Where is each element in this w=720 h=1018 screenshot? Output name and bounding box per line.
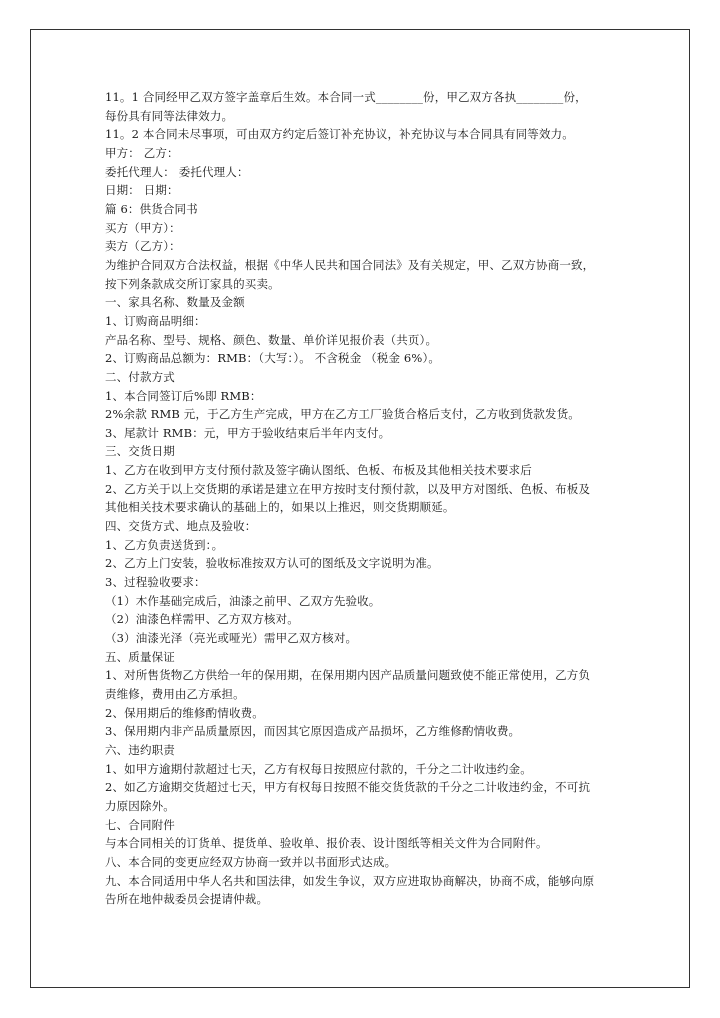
text-line: 买方（甲方）： bbox=[105, 220, 181, 235]
text-line: 1、订购商品明细： bbox=[105, 313, 206, 328]
text-line: 委托代理人： 委托代理人： bbox=[105, 164, 249, 179]
text-line: 1、乙方负责送货到：。 bbox=[105, 537, 224, 552]
text-line: 九、本合同适用中华人名共和国法律，如发生争议，双方应进取协商解决，协商不成，能够向原 bbox=[105, 873, 595, 888]
text-line: 产品名称、型号、规格、颜色、数量、单价详见报价表（共页）。 bbox=[105, 332, 438, 347]
text-line: 日期： 日期： bbox=[105, 183, 179, 198]
text-line: 卖方（乙方）： bbox=[105, 239, 181, 254]
text-line: 为维护合同双方合法权益，根据《中华人民共和国合同法》及有关规定，甲、乙双方协商一致， bbox=[105, 257, 595, 272]
text-line: 11。1 合同经甲乙双方签字盖章后生效。本合同一式________份，甲乙双方各执________份， bbox=[105, 90, 587, 104]
text-line: 三、交货日期 bbox=[105, 444, 175, 459]
text-line: 六、违约职责 bbox=[105, 742, 175, 757]
text-line: （2）油漆色样需甲、乙方双方核对。 bbox=[105, 612, 299, 627]
document-body bbox=[105, 88, 625, 909]
text-line: 其他相关技术要求确认的基础上的，如果以上推迟，则交货期顺延。 bbox=[105, 500, 455, 515]
text-line: 与本合同相关的订货单、提货单、验收单、报价表、设计图纸等相关文件为合同附件。 bbox=[105, 836, 548, 851]
text-line: 3、过程验收要求： bbox=[105, 575, 206, 590]
text-line: 2、订购商品总额为：RMB：（大写：）。 不含税金 （税金 6%）。 bbox=[105, 351, 441, 366]
text-line: （3）油漆光泽（亮光或哑光）需甲乙双方核对。 bbox=[105, 631, 358, 646]
text-line: 责维修，费用由乙方承担。 bbox=[105, 687, 245, 701]
text-line: 11。2 本合同未尽事项，可由双方约定后签订补充协议，补充协议与本合同具有同等效力。 bbox=[105, 127, 574, 142]
text-line: 2、如乙方逾期交货超过七天，甲方有权每日按照不能交货货款的千分之二计收违约金，不可抗 bbox=[105, 780, 591, 795]
text-line: 一、家具名称、数量及金额 bbox=[105, 295, 245, 310]
text-line: 甲方： 乙方： bbox=[105, 145, 179, 160]
text-line: 力原因除外。 bbox=[105, 798, 175, 813]
text-line: 1、乙方在收到甲方支付预付款及签字确认图纸、色板、布板及其他相关技术要求后 bbox=[105, 463, 532, 478]
text-line: 2、乙方上门安装，验收标准按双方认可的图纸及文字说明为准。 bbox=[105, 556, 439, 571]
text-line: 四、交货方式、地点及验收： bbox=[105, 519, 257, 534]
text-line: 八、本合同的变更应经双方协商一致并以书面形式达成。 bbox=[105, 854, 397, 869]
text-line: 五、质量保证 bbox=[105, 649, 175, 664]
text-line: 1、如甲方逾期付款超过七天，乙方有权每日按照应付款的，千分之二计收违约金。 bbox=[105, 761, 532, 776]
text-line: 1、本合同签订后%即 RMB： bbox=[105, 388, 262, 403]
text-line: 每份具有同等法律效力。 bbox=[105, 108, 234, 123]
text-line: 二、付款方式 bbox=[105, 369, 175, 384]
text-line: 3、尾款计 RMB：元，甲方于验收结束后半年内支付。 bbox=[105, 425, 391, 440]
text-line: 2、保用期后的维修酌情收费。 bbox=[105, 705, 264, 720]
text-line: （1）木作基础完成后，油漆之前甲、乙双方先验收。 bbox=[105, 593, 381, 608]
text-line: 篇 6：供货合同书 bbox=[105, 201, 198, 216]
text-line: 1、对所售货物乙方供给一年的保用期，在保用期内因产品质量问题致使不能正常使用，乙方负 bbox=[105, 668, 591, 683]
text-line: 告所在地仲裁委员会提请仲裁。 bbox=[105, 892, 269, 907]
text-line: 按下列条款成交所订家具的买卖。 bbox=[105, 276, 280, 291]
text-line: 七、合同附件 bbox=[105, 817, 175, 832]
text-line: 2%余款 RMB 元，于乙方生产完成，甲方在乙方工厂验货合格后支付，乙方收到货款发货。 bbox=[105, 407, 580, 422]
text-line: 2、乙方关于以上交货期的承诺是建立在甲方按时支付预付款，以及甲方对图纸、色板、布板及 bbox=[105, 481, 591, 496]
text-line: 3、保用期内非产品质量原因，而因其它原因造成产品损坏，乙方维修酌情收费。 bbox=[105, 724, 521, 739]
